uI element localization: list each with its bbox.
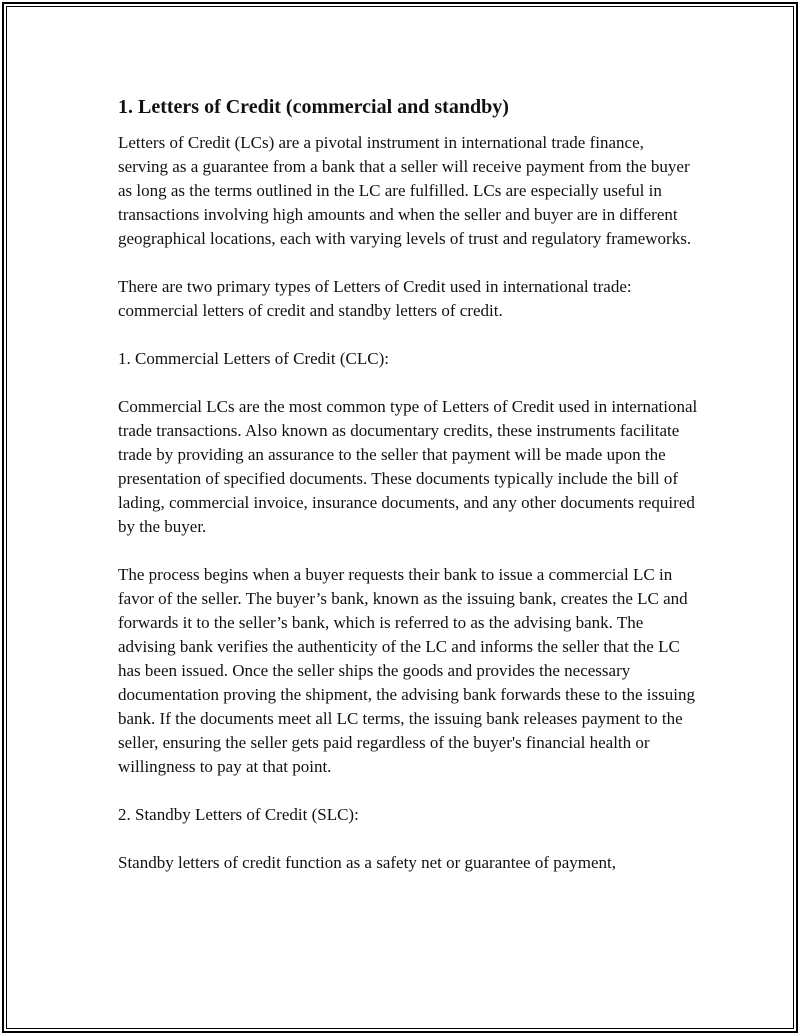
document-body xyxy=(118,93,698,899)
types-paragraph: There are two primary types of Letters of Credit used in international trade: commercial letters of credit and standby letters of credit. xyxy=(118,277,632,320)
standby-lc-paragraph: Standby letters of credit function as a safety net or guarantee of payment, xyxy=(118,853,617,872)
intro-paragraph: Letters of Credit (LCs) are a pivotal instrument in international trade finance, serving as a guarantee from a bank that a seller will receive payment from the buyer as long as the terms outlined in the LC are fulfilled. LCs are especially useful in transactions involving high amounts and when the seller and buyer are in different geographical locations, each with varying levels of trust and regulatory frameworks. xyxy=(118,133,692,248)
subsection-heading-commercial: 1. Commercial Letters of Credit (CLC): xyxy=(118,349,389,368)
subsection-heading-standby: 2. Standby Letters of Credit (SLC): xyxy=(118,805,359,824)
lc-process-paragraph: The process begins when a buyer requests their bank to issue a commercial LC in favor of the seller. The buyer’s bank, known as the issuing bank, creates the LC and forwards it to the seller’s bank, which is referred to as the advising bank. The advising bank verifies the authenticity of the LC and informs the seller that the LC has been issued. Once the seller ships the goods and provides the necessary documentation proving the shipment, the advising bank forwards these to the issuing bank. If the documents meet all LC terms, the issuing bank releases payment to the seller, ensuring the seller gets paid regardless of the buyer's financial health or willingness to pay at that point. xyxy=(118,565,695,776)
commercial-lc-paragraph: Commercial LCs are the most common type of Letters of Credit used in international trade transactions. Also known as documentary credits, these instruments facilitate trade by providing an assurance to the seller that payment will be made upon the presentation of specified documents. These documents typically include the bill of lading, commercial invoice, insurance documents, and any other documents required by the buyer. xyxy=(118,397,698,536)
section-title: 1. Letters of Credit (commercial and standby) xyxy=(118,96,509,118)
